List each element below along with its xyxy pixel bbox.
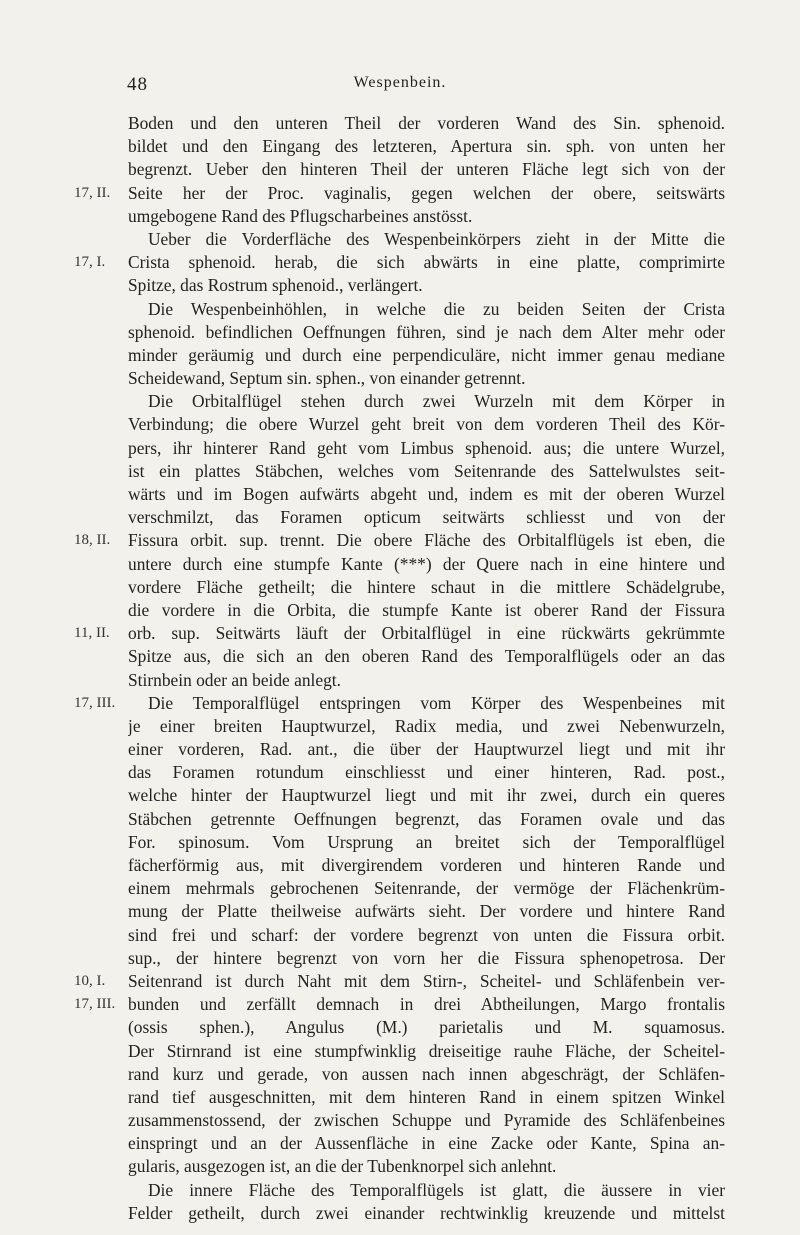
text-line: [0, 669, 800, 692]
text-line: [0, 715, 800, 738]
line-text: umgebogene Rand des Pflugscharbeines anstösst.: [128, 205, 473, 226]
text-line: [0, 344, 800, 367]
line-text: Die Orbitalflügel stehen durch zwei Wurzeln mit dem Körper in: [148, 391, 725, 412]
text-line: [0, 924, 800, 947]
line-text: gularis, ausgezogen ist, an die der Tubenknorpel sich anlehnt.: [128, 1156, 557, 1177]
text-line: [0, 784, 800, 807]
text-line: [0, 483, 800, 506]
text-line: [0, 437, 800, 460]
margin-reference: 17, III.: [74, 694, 116, 711]
line-text: sphenoid. befindlichen Oeffnungen führen, sind je nach dem Alter mehr oder: [128, 321, 725, 342]
text-line: [0, 274, 800, 297]
line-text: Verbindung; die obere Wurzel geht breit von dem vorderen Theil des Kör-: [128, 414, 725, 435]
line-text: einspringt und an der Aussenfläche in eine Zacke oder Kante, Spina an-: [128, 1133, 725, 1154]
text-line: [0, 900, 800, 923]
line-text: Crista sphenoid. herab, die sich abwärts in eine platte, comprimirte: [128, 252, 725, 273]
running-title: Wespenbein.: [353, 74, 447, 91]
line-text: vordere Fläche getheilt; die hintere schaut in die mittlere Schädelgrube,: [128, 576, 725, 597]
body-text: [0, 112, 800, 1225]
text-line: [0, 947, 800, 970]
text-line: [0, 135, 800, 158]
text-line: [0, 599, 800, 622]
text-line: [0, 413, 800, 436]
line-text: einer vorderen, Rad. ant., die über der Hauptwurzel liegt und mit ihr: [128, 739, 725, 760]
line-text: mung der Platte theilweise aufwärts sieht. Der vordere und hintere Rand: [128, 901, 725, 922]
line-text: Seite her der Proc. vaginalis, gegen welchen der obere, seitswärts: [128, 182, 725, 203]
line-text: Seitenrand ist durch Naht mit dem Stirn-, Scheitel- und Schläfenbein ver-: [128, 970, 725, 991]
text-line: [0, 1132, 800, 1155]
text-line: [0, 622, 800, 645]
line-text: (ossis sphen.), Angulus (M.) parietalis und M. squamosus.: [128, 1017, 725, 1038]
line-text: rand kurz und gerade, von aussen nach innen abgeschrägt, der Schläfen-: [128, 1063, 725, 1084]
text-line: [0, 1016, 800, 1039]
line-text: Die Temporalflügel entspringen vom Körper des Wespenbeines mit: [148, 692, 725, 713]
line-text: orb. sup. Seitwärts läuft der Orbitalflügel in eine rückwärts gekrümmte: [128, 623, 725, 644]
text-line: [0, 112, 800, 135]
text-line: [0, 854, 800, 877]
text-line: [0, 251, 800, 274]
text-line: [0, 321, 800, 344]
text-line: [0, 460, 800, 483]
line-text: untere durch eine stumpfe Kante (***) der Quere nach in eine hintere und: [128, 553, 725, 574]
line-text: das Foramen rotundum einschliesst und einer hinteren, Rad. post.,: [128, 762, 725, 783]
text-line: [0, 808, 800, 831]
line-text: Ueber die Vorderfläche des Wespenbeinkörpers zieht in der Mitte die: [148, 228, 725, 249]
page-number: 48: [127, 74, 148, 95]
text-line: [0, 182, 800, 205]
line-text: je einer breiten Hauptwurzel, Radix media, und zwei Nebenwurzeln,: [128, 715, 725, 736]
text-line: [0, 970, 800, 993]
text-line: [0, 1040, 800, 1063]
text-line: [0, 390, 800, 413]
text-line: [0, 228, 800, 251]
line-text: einem mehrmals gebrochenen Seitenrande, der vermöge der Flächenkrüm-: [128, 878, 725, 899]
text-line: [0, 367, 800, 390]
line-text: fächerförmig aus, mit divergirendem vorderen und hinteren Rande und: [128, 855, 725, 875]
margin-reference: 11, II.: [74, 625, 110, 642]
text-line: [0, 1179, 800, 1202]
line-text: die vordere in die Orbita, die stumpfe Kante ist oberer Rand der Fissura: [128, 599, 725, 620]
line-text: minder geräumig und durch eine perpendiculäre, nicht immer genau mediane: [128, 344, 725, 365]
line-text: Der Stirnrand ist eine stumpfwinklig dreiseitige rauhe Fläche, der Scheitel-: [128, 1040, 725, 1061]
text-line: [0, 298, 800, 321]
text-line: [0, 831, 800, 854]
text-line: [0, 576, 800, 599]
line-text: begrenzt. Ueber den hinteren Theil der unteren Fläche legt sich von der: [128, 159, 725, 180]
line-text: Stirnbein oder an beide anlegt.: [128, 669, 341, 690]
text-line: [0, 1086, 800, 1109]
text-line: [0, 1202, 800, 1225]
text-line: [0, 738, 800, 761]
line-text: zusammenstossend, der zwischen Schuppe und Pyramide des Schläfenbeines: [128, 1110, 725, 1131]
line-text: ist ein plattes Stäbchen, welches vom Seitenrande des Sattelwulstes seit-: [128, 460, 725, 481]
margin-reference: 10, I.: [74, 972, 106, 989]
text-line: [0, 692, 800, 715]
line-text: rand tief ausgeschnitten, mit dem hinteren Rand in einem spitzen Winkel: [128, 1086, 725, 1107]
text-line: [0, 645, 800, 668]
line-text: Boden und den unteren Theil der vorderen Wand des Sin. sphenoid.: [128, 113, 725, 133]
line-text: bildet und den Eingang des letzteren, Apertura sin. sph. von unten her: [128, 136, 725, 157]
line-text: verschmilzt, das Foramen opticum seitwärts schliesst und von der: [128, 507, 725, 528]
line-text: welche hinter der Hauptwurzel liegt und mit ihr zwei, durch ein queres: [128, 785, 725, 806]
line-text: wärts und im Bogen aufwärts abgeht und, indem es mit der oberen Wurzel: [128, 484, 725, 504]
text-line: [0, 1109, 800, 1132]
line-text: Spitze, das Rostrum sphenoid., verlängert.: [128, 275, 423, 296]
margin-reference: 17, I.: [74, 254, 106, 271]
text-line: [0, 877, 800, 900]
line-text: Fissura orbit. sup. trennt. Die obere Fläche des Orbitalflügels ist eben, die: [128, 530, 725, 551]
text-line: [0, 1063, 800, 1086]
page-header: [0, 74, 800, 96]
line-text: Spitze aus, die sich an den oberen Rand des Temporalflügels oder an das: [128, 646, 725, 667]
margin-reference: 17, II.: [74, 184, 111, 201]
text-line: [0, 761, 800, 784]
line-text: For. spinosum. Vom Ursprung an breitet sich der Temporalflügel: [128, 831, 725, 852]
line-text: Stäbchen getrennte Oeffnungen begrenzt, das Foramen ovale und das: [128, 808, 725, 829]
margin-reference: 18, II.: [74, 532, 111, 549]
line-text: Die innere Fläche des Temporalflügels ist glatt, die äussere in vier: [148, 1179, 725, 1200]
text-line: [0, 993, 800, 1016]
line-text: Die Wespenbeinhöhlen, in welche die zu beiden Seiten der Crista: [148, 298, 725, 319]
line-text: pers, ihr hinterer Rand geht vom Limbus sphenoid. aus; die untere Wurzel,: [128, 437, 725, 458]
line-text: sind frei und scharf: der vordere begrenzt von unten die Fissura orbit.: [128, 924, 725, 945]
line-text: Felder getheilt, durch zwei einander rechtwinklig kreuzende und mittelst: [128, 1202, 725, 1223]
line-text: Scheidewand, Septum sin. sphen., von einander getrennt.: [128, 368, 526, 389]
text-line: [0, 205, 800, 228]
text-line: [0, 158, 800, 181]
line-text: bunden und zerfällt demnach in drei Abtheilungen, Margo frontalis: [128, 994, 725, 1015]
text-line: [0, 553, 800, 576]
text-line: [0, 506, 800, 529]
text-line: [0, 529, 800, 552]
text-line: [0, 1155, 800, 1178]
margin-reference: 17, III.: [74, 996, 116, 1013]
line-text: sup., der hintere begrenzt von vorn her die Fissura sphenopetrosa. Der: [128, 947, 725, 968]
